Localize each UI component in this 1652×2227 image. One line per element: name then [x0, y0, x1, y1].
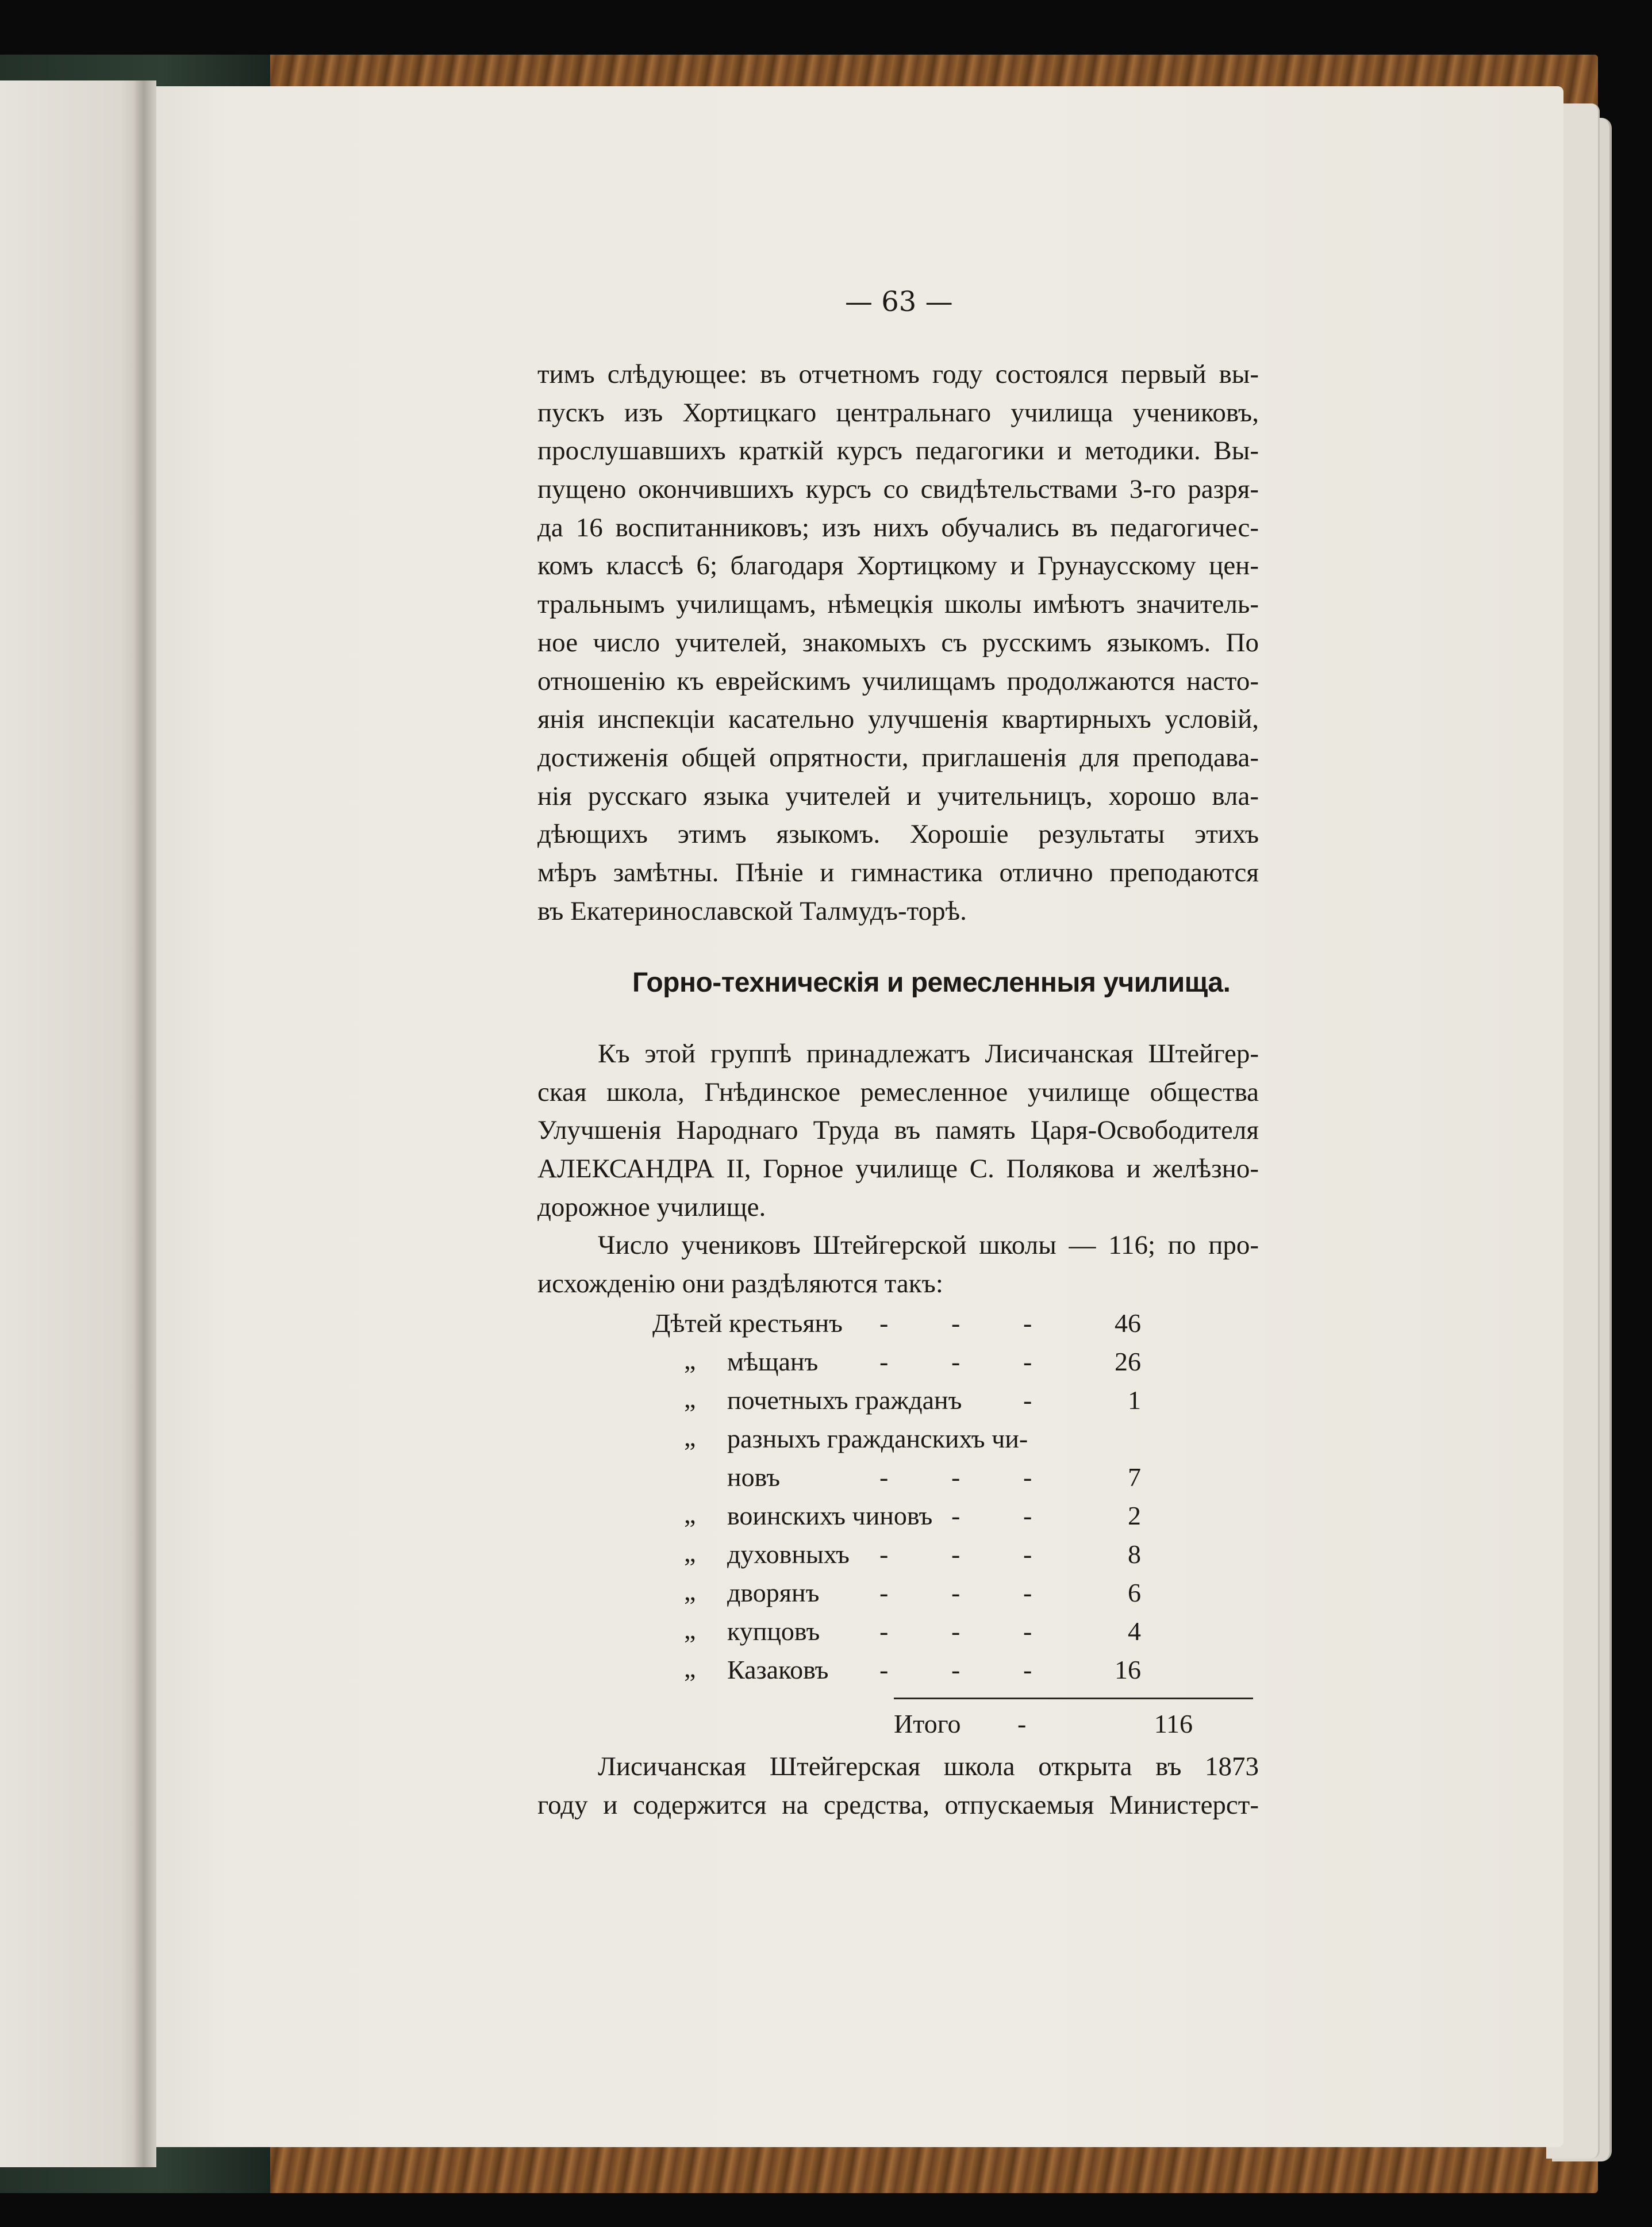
text-line: комъ классѣ 6; благодаря Хортицкому и Грунаусскому цен-	[537, 551, 1259, 581]
text-line: мѣръ замѣтны. Пѣніе и гимнастика отлично преподаются	[537, 857, 1259, 888]
text-line: Лисичанская Штейгерская школа открыта въ 1873	[598, 1752, 1259, 1781]
text-line: пущено окончившихъ курсъ со свидѣтельствами 3-го разря-	[537, 474, 1259, 505]
table-row	[652, 1419, 1256, 1458]
table-row	[652, 1650, 1256, 1689]
left-page-edge	[0, 80, 141, 2167]
text-line: дѣющихъ этимъ языкомъ. Хорошіе результаты этихъ	[537, 819, 1259, 850]
leader-dash: -	[1023, 1539, 1032, 1569]
text-line: янія инспекціи касательно улучшенія квартирныхъ условій,	[537, 704, 1259, 735]
leader-dash: -	[951, 1347, 961, 1376]
leader-dash: -	[1023, 1578, 1032, 1607]
table-row	[652, 1573, 1256, 1612]
leader-dash: -	[1023, 1462, 1032, 1492]
row-value: 7	[1128, 1462, 1141, 1492]
leader-dash: -	[879, 1578, 889, 1607]
ditto-mark: „	[684, 1384, 696, 1413]
text-line: Число учениковъ Штейгерской школы — 116; по про-	[598, 1230, 1259, 1261]
row-value: 2	[1128, 1501, 1141, 1530]
paragraph-2-3	[537, 1035, 1259, 1303]
ditto-mark: „	[684, 1615, 696, 1644]
page-number: — 63 —	[845, 286, 953, 318]
leader-dash: -	[951, 1308, 961, 1338]
text-line: прослушавшихъ краткій курсъ педагогики и методики. Вы-	[537, 436, 1259, 466]
student-origin-table	[652, 1304, 1256, 1689]
row-label: Казаковъ	[727, 1655, 829, 1684]
leader-dash: -	[879, 1539, 889, 1569]
ditto-mark: „	[684, 1422, 696, 1452]
row-label: дворянъ	[727, 1578, 820, 1607]
table-row	[652, 1458, 1256, 1496]
paragraph-1	[537, 355, 1259, 930]
leader-dash: -	[1023, 1308, 1032, 1338]
leader-dash: -	[951, 1501, 961, 1530]
row-value: 16	[1115, 1655, 1141, 1684]
row-label: мѣщанъ	[727, 1347, 819, 1376]
table-row	[652, 1342, 1256, 1381]
table-total-rule	[894, 1698, 1253, 1699]
row-value: 6	[1128, 1578, 1141, 1607]
text-line: дорожное училище.	[537, 1192, 766, 1222]
ditto-mark: „	[684, 1345, 696, 1374]
text-line: въ Екатеринославской Талмудъ-торѣ.	[537, 896, 967, 926]
leader-dash: -	[951, 1655, 961, 1684]
leader-dash: -	[879, 1462, 889, 1492]
row-label: воинскихъ чиновъ	[727, 1501, 933, 1530]
table-total-row	[894, 1704, 1256, 1743]
leader-dash: -	[1023, 1655, 1032, 1684]
paragraph-4	[537, 1748, 1259, 1824]
table-row	[652, 1381, 1256, 1419]
table-row	[652, 1496, 1256, 1535]
row-label: почетныхъ гражданъ	[727, 1385, 962, 1415]
table-row	[652, 1535, 1256, 1573]
total-label: Итого	[894, 1709, 961, 1738]
leader-dash: -	[1023, 1347, 1032, 1376]
row-label: разныхъ гражданскихъ чи-	[727, 1424, 1028, 1453]
row-value: 1	[1128, 1385, 1141, 1415]
table-row	[652, 1304, 1256, 1342]
text-line: тральнымъ училищамъ, нѣмецкія школы имѣютъ значитель-	[537, 589, 1259, 620]
leader-dash: -	[879, 1308, 889, 1338]
leader-dash: -	[1023, 1617, 1032, 1646]
text-line: году и содержится на средства, отпускаемыя Министерст-	[537, 1790, 1259, 1820]
leader-dash: -	[1023, 1501, 1032, 1530]
text-line: да 16 воспитанниковъ; изъ нихъ обучались въ педагогичес-	[537, 512, 1259, 543]
leader-dash: -	[951, 1617, 961, 1646]
text-line: АЛЕКСАНДРА II, Горное училище С. Полякова и желѣзно-	[537, 1154, 1259, 1184]
ditto-mark: „	[684, 1576, 696, 1606]
leader-dash: -	[951, 1462, 961, 1492]
row-label: купцовъ	[727, 1617, 820, 1646]
book-gutter	[133, 80, 156, 2167]
row-label: духовныхъ	[727, 1539, 850, 1569]
text-line: Улучшенія Народнаго Труда въ память Царя-Освободителя	[537, 1115, 1259, 1146]
row-label: Дѣтей крестьянъ	[652, 1308, 843, 1338]
text-line: Къ этой группѣ принадлежатъ Лисичанская Штейгер-	[598, 1039, 1259, 1069]
leader-dash: -	[879, 1347, 889, 1376]
text-line: нія русскаго языка учителей и учительницъ, хорошо вла-	[537, 781, 1259, 811]
ditto-mark: „	[684, 1653, 696, 1683]
row-value: 4	[1128, 1617, 1141, 1646]
ditto-mark: „	[684, 1499, 696, 1529]
text-line: ное число учителей, знакомыхъ съ русскимъ языкомъ. По	[537, 627, 1259, 658]
text-line: исхожденію они раздѣляются такъ:	[537, 1269, 943, 1299]
leader-dash: -	[879, 1617, 889, 1646]
section-heading: Горно-техническія и ремесленныя училища.	[632, 967, 1231, 998]
ditto-mark: „	[684, 1538, 696, 1567]
total-value: 116	[1154, 1709, 1193, 1738]
text-line: ская школа, Гнѣдинское ремесленное училище общества	[537, 1077, 1259, 1107]
leader-dash: -	[1023, 1385, 1032, 1415]
text-line: пускъ изъ Хортицкаго центральнаго училища учениковъ,	[537, 397, 1259, 428]
leader-dash: -	[951, 1578, 961, 1607]
row-value: 46	[1115, 1308, 1141, 1338]
total-dash: -	[1017, 1709, 1027, 1738]
text-line: отношенію къ еврейскимъ училищамъ продолжаются насто-	[537, 666, 1259, 696]
row-label: новъ	[727, 1462, 780, 1492]
row-value: 26	[1115, 1347, 1141, 1376]
text-line: тимъ слѣдующее: въ отчетномъ году состоялся первый вы-	[537, 359, 1259, 389]
table-row	[652, 1612, 1256, 1650]
text-line: достиженія общей опрятности, приглашенія для преподава-	[537, 742, 1259, 773]
leader-dash: -	[951, 1539, 961, 1569]
row-value: 8	[1128, 1539, 1141, 1569]
leader-dash: -	[879, 1655, 889, 1684]
